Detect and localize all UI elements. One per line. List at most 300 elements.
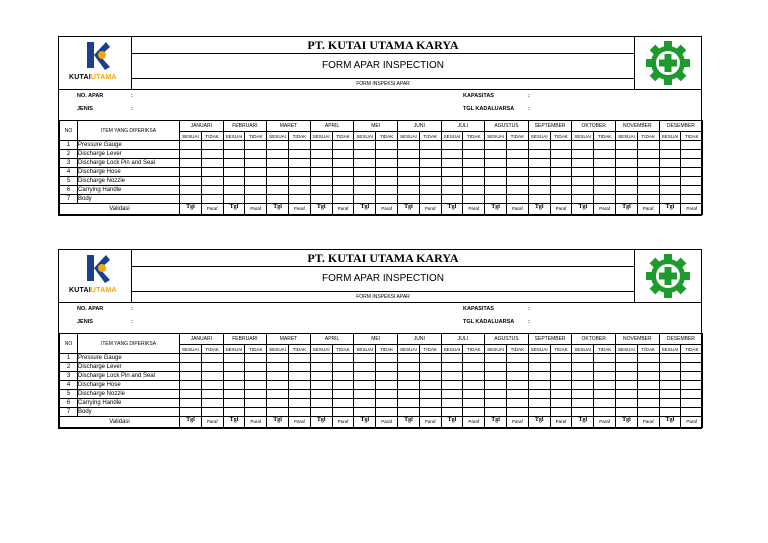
check-cell[interactable] (594, 363, 616, 372)
check-cell[interactable] (485, 168, 507, 177)
check-cell[interactable] (594, 195, 616, 204)
check-cell[interactable] (354, 390, 376, 399)
check-cell[interactable] (201, 177, 223, 186)
check-cell[interactable] (245, 354, 267, 363)
check-cell[interactable] (659, 168, 681, 177)
check-cell[interactable] (637, 408, 659, 417)
check-cell[interactable] (332, 150, 354, 159)
check-cell[interactable] (659, 141, 681, 150)
check-cell[interactable] (288, 354, 310, 363)
check-cell[interactable] (506, 354, 528, 363)
check-cell[interactable] (419, 186, 441, 195)
check-cell[interactable] (616, 159, 638, 168)
check-cell[interactable] (528, 354, 550, 363)
check-cell[interactable] (288, 150, 310, 159)
check-cell[interactable] (376, 168, 398, 177)
check-cell[interactable] (267, 354, 289, 363)
check-cell[interactable] (637, 195, 659, 204)
check-cell[interactable] (463, 381, 485, 390)
check-cell[interactable] (267, 381, 289, 390)
check-cell[interactable] (463, 408, 485, 417)
paraf-cell[interactable]: Paraf (245, 417, 267, 428)
check-cell[interactable] (572, 408, 594, 417)
check-cell[interactable] (201, 363, 223, 372)
tgl-cell[interactable]: Tgl (310, 204, 332, 215)
check-cell[interactable] (681, 168, 703, 177)
check-cell[interactable] (310, 399, 332, 408)
check-cell[interactable] (419, 390, 441, 399)
check-cell[interactable] (463, 399, 485, 408)
check-cell[interactable] (485, 372, 507, 381)
check-cell[interactable] (223, 168, 245, 177)
check-cell[interactable] (376, 354, 398, 363)
paraf-cell[interactable]: Paraf (201, 204, 223, 215)
check-cell[interactable] (223, 186, 245, 195)
check-cell[interactable] (616, 195, 638, 204)
tgl-cell[interactable]: Tgl (310, 417, 332, 428)
check-cell[interactable] (419, 150, 441, 159)
check-cell[interactable] (485, 363, 507, 372)
check-cell[interactable] (267, 408, 289, 417)
check-cell[interactable] (616, 390, 638, 399)
check-cell[interactable] (398, 168, 420, 177)
check-cell[interactable] (681, 399, 703, 408)
check-cell[interactable] (594, 408, 616, 417)
check-cell[interactable] (398, 354, 420, 363)
check-cell[interactable] (288, 381, 310, 390)
check-cell[interactable] (594, 186, 616, 195)
paraf-cell[interactable]: Paraf (681, 417, 703, 428)
check-cell[interactable] (201, 390, 223, 399)
check-cell[interactable] (594, 399, 616, 408)
check-cell[interactable] (223, 399, 245, 408)
tgl-cell[interactable]: Tgl (616, 417, 638, 428)
check-cell[interactable] (506, 195, 528, 204)
check-cell[interactable] (572, 186, 594, 195)
check-cell[interactable] (572, 141, 594, 150)
check-cell[interactable] (332, 354, 354, 363)
check-cell[interactable] (616, 363, 638, 372)
check-cell[interactable] (245, 195, 267, 204)
check-cell[interactable] (506, 168, 528, 177)
paraf-cell[interactable]: Paraf (245, 204, 267, 215)
check-cell[interactable] (594, 390, 616, 399)
check-cell[interactable] (376, 186, 398, 195)
paraf-cell[interactable]: Paraf (288, 204, 310, 215)
check-cell[interactable] (201, 354, 223, 363)
check-cell[interactable] (310, 195, 332, 204)
tgl-cell[interactable]: Tgl (398, 204, 420, 215)
check-cell[interactable] (223, 150, 245, 159)
check-cell[interactable] (463, 354, 485, 363)
check-cell[interactable] (594, 150, 616, 159)
paraf-cell[interactable]: Paraf (376, 204, 398, 215)
check-cell[interactable] (441, 150, 463, 159)
tgl-cell[interactable]: Tgl (528, 417, 550, 428)
check-cell[interactable] (506, 372, 528, 381)
check-cell[interactable] (201, 408, 223, 417)
paraf-cell[interactable]: Paraf (506, 417, 528, 428)
check-cell[interactable] (463, 372, 485, 381)
check-cell[interactable] (441, 390, 463, 399)
check-cell[interactable] (398, 381, 420, 390)
check-cell[interactable] (354, 354, 376, 363)
check-cell[interactable] (594, 159, 616, 168)
check-cell[interactable] (506, 177, 528, 186)
check-cell[interactable] (180, 399, 202, 408)
check-cell[interactable] (485, 150, 507, 159)
check-cell[interactable] (659, 159, 681, 168)
check-cell[interactable] (550, 168, 572, 177)
check-cell[interactable] (441, 168, 463, 177)
tgl-cell[interactable]: Tgl (485, 204, 507, 215)
check-cell[interactable] (354, 159, 376, 168)
check-cell[interactable] (441, 372, 463, 381)
check-cell[interactable] (310, 372, 332, 381)
check-cell[interactable] (245, 372, 267, 381)
check-cell[interactable] (637, 390, 659, 399)
check-cell[interactable] (616, 408, 638, 417)
check-cell[interactable] (398, 177, 420, 186)
check-cell[interactable] (594, 354, 616, 363)
check-cell[interactable] (180, 177, 202, 186)
check-cell[interactable] (419, 177, 441, 186)
check-cell[interactable] (441, 363, 463, 372)
check-cell[interactable] (288, 141, 310, 150)
check-cell[interactable] (201, 168, 223, 177)
check-cell[interactable] (332, 141, 354, 150)
check-cell[interactable] (572, 177, 594, 186)
check-cell[interactable] (528, 168, 550, 177)
check-cell[interactable] (681, 150, 703, 159)
check-cell[interactable] (376, 150, 398, 159)
check-cell[interactable] (550, 186, 572, 195)
check-cell[interactable] (681, 195, 703, 204)
check-cell[interactable] (398, 372, 420, 381)
check-cell[interactable] (528, 372, 550, 381)
check-cell[interactable] (550, 381, 572, 390)
check-cell[interactable] (616, 177, 638, 186)
check-cell[interactable] (354, 381, 376, 390)
check-cell[interactable] (180, 168, 202, 177)
check-cell[interactable] (441, 408, 463, 417)
paraf-cell[interactable]: Paraf (506, 204, 528, 215)
check-cell[interactable] (528, 399, 550, 408)
check-cell[interactable] (223, 195, 245, 204)
check-cell[interactable] (398, 186, 420, 195)
paraf-cell[interactable]: Paraf (463, 417, 485, 428)
check-cell[interactable] (681, 159, 703, 168)
check-cell[interactable] (332, 159, 354, 168)
check-cell[interactable] (659, 150, 681, 159)
check-cell[interactable] (223, 159, 245, 168)
check-cell[interactable] (659, 390, 681, 399)
check-cell[interactable] (419, 141, 441, 150)
check-cell[interactable] (310, 408, 332, 417)
check-cell[interactable] (180, 381, 202, 390)
check-cell[interactable] (550, 141, 572, 150)
check-cell[interactable] (637, 381, 659, 390)
check-cell[interactable] (441, 141, 463, 150)
paraf-cell[interactable]: Paraf (637, 417, 659, 428)
tgl-cell[interactable]: Tgl (485, 417, 507, 428)
check-cell[interactable] (332, 363, 354, 372)
paraf-cell[interactable]: Paraf (681, 204, 703, 215)
check-cell[interactable] (485, 381, 507, 390)
tgl-cell[interactable]: Tgl (398, 417, 420, 428)
check-cell[interactable] (398, 390, 420, 399)
check-cell[interactable] (550, 390, 572, 399)
check-cell[interactable] (637, 354, 659, 363)
check-cell[interactable] (419, 354, 441, 363)
check-cell[interactable] (310, 363, 332, 372)
check-cell[interactable] (441, 399, 463, 408)
check-cell[interactable] (463, 363, 485, 372)
check-cell[interactable] (441, 195, 463, 204)
check-cell[interactable] (267, 159, 289, 168)
check-cell[interactable] (485, 354, 507, 363)
check-cell[interactable] (528, 159, 550, 168)
check-cell[interactable] (659, 399, 681, 408)
paraf-cell[interactable]: Paraf (594, 204, 616, 215)
check-cell[interactable] (180, 363, 202, 372)
check-cell[interactable] (310, 354, 332, 363)
check-cell[interactable] (463, 177, 485, 186)
check-cell[interactable] (354, 177, 376, 186)
check-cell[interactable] (550, 399, 572, 408)
check-cell[interactable] (419, 168, 441, 177)
check-cell[interactable] (288, 363, 310, 372)
check-cell[interactable] (572, 354, 594, 363)
check-cell[interactable] (201, 186, 223, 195)
check-cell[interactable] (288, 159, 310, 168)
check-cell[interactable] (506, 408, 528, 417)
check-cell[interactable] (485, 177, 507, 186)
check-cell[interactable] (506, 150, 528, 159)
check-cell[interactable] (594, 381, 616, 390)
check-cell[interactable] (288, 177, 310, 186)
check-cell[interactable] (419, 408, 441, 417)
check-cell[interactable] (485, 408, 507, 417)
check-cell[interactable] (180, 408, 202, 417)
check-cell[interactable] (550, 177, 572, 186)
check-cell[interactable] (288, 372, 310, 381)
check-cell[interactable] (223, 141, 245, 150)
tgl-cell[interactable]: Tgl (223, 204, 245, 215)
check-cell[interactable] (572, 372, 594, 381)
check-cell[interactable] (637, 168, 659, 177)
check-cell[interactable] (463, 141, 485, 150)
check-cell[interactable] (398, 150, 420, 159)
check-cell[interactable] (398, 159, 420, 168)
tgl-cell[interactable]: Tgl (223, 417, 245, 428)
check-cell[interactable] (310, 141, 332, 150)
check-cell[interactable] (594, 168, 616, 177)
check-cell[interactable] (506, 141, 528, 150)
check-cell[interactable] (332, 390, 354, 399)
check-cell[interactable] (288, 408, 310, 417)
check-cell[interactable] (310, 150, 332, 159)
check-cell[interactable] (594, 141, 616, 150)
check-cell[interactable] (376, 399, 398, 408)
check-cell[interactable] (637, 372, 659, 381)
check-cell[interactable] (594, 372, 616, 381)
check-cell[interactable] (506, 159, 528, 168)
check-cell[interactable] (616, 141, 638, 150)
check-cell[interactable] (485, 390, 507, 399)
check-cell[interactable] (681, 141, 703, 150)
check-cell[interactable] (572, 159, 594, 168)
paraf-cell[interactable]: Paraf (288, 417, 310, 428)
check-cell[interactable] (419, 399, 441, 408)
check-cell[interactable] (659, 186, 681, 195)
check-cell[interactable] (441, 381, 463, 390)
check-cell[interactable] (245, 150, 267, 159)
tgl-cell[interactable]: Tgl (616, 204, 638, 215)
paraf-cell[interactable]: Paraf (594, 417, 616, 428)
check-cell[interactable] (637, 363, 659, 372)
check-cell[interactable] (267, 390, 289, 399)
check-cell[interactable] (528, 195, 550, 204)
check-cell[interactable] (659, 372, 681, 381)
check-cell[interactable] (354, 168, 376, 177)
check-cell[interactable] (245, 186, 267, 195)
check-cell[interactable] (245, 381, 267, 390)
check-cell[interactable] (528, 186, 550, 195)
check-cell[interactable] (550, 150, 572, 159)
check-cell[interactable] (267, 363, 289, 372)
check-cell[interactable] (310, 159, 332, 168)
check-cell[interactable] (506, 381, 528, 390)
tgl-cell[interactable]: Tgl (441, 417, 463, 428)
check-cell[interactable] (485, 186, 507, 195)
check-cell[interactable] (419, 195, 441, 204)
check-cell[interactable] (550, 408, 572, 417)
check-cell[interactable] (681, 363, 703, 372)
check-cell[interactable] (441, 177, 463, 186)
check-cell[interactable] (528, 150, 550, 159)
tgl-cell[interactable]: Tgl (180, 204, 202, 215)
check-cell[interactable] (376, 381, 398, 390)
check-cell[interactable] (572, 381, 594, 390)
check-cell[interactable] (376, 159, 398, 168)
check-cell[interactable] (245, 390, 267, 399)
paraf-cell[interactable]: Paraf (463, 204, 485, 215)
check-cell[interactable] (310, 177, 332, 186)
check-cell[interactable] (616, 186, 638, 195)
check-cell[interactable] (223, 408, 245, 417)
check-cell[interactable] (463, 390, 485, 399)
check-cell[interactable] (354, 363, 376, 372)
check-cell[interactable] (267, 168, 289, 177)
tgl-cell[interactable]: Tgl (267, 204, 289, 215)
paraf-cell[interactable]: Paraf (637, 204, 659, 215)
check-cell[interactable] (245, 177, 267, 186)
check-cell[interactable] (398, 363, 420, 372)
tgl-cell[interactable]: Tgl (659, 204, 681, 215)
check-cell[interactable] (267, 399, 289, 408)
check-cell[interactable] (180, 390, 202, 399)
paraf-cell[interactable]: Paraf (550, 417, 572, 428)
tgl-cell[interactable]: Tgl (180, 417, 202, 428)
check-cell[interactable] (463, 195, 485, 204)
check-cell[interactable] (659, 195, 681, 204)
check-cell[interactable] (681, 354, 703, 363)
check-cell[interactable] (681, 372, 703, 381)
check-cell[interactable] (419, 372, 441, 381)
check-cell[interactable] (180, 186, 202, 195)
tgl-cell[interactable]: Tgl (528, 204, 550, 215)
check-cell[interactable] (681, 381, 703, 390)
check-cell[interactable] (463, 150, 485, 159)
check-cell[interactable] (245, 408, 267, 417)
check-cell[interactable] (550, 159, 572, 168)
check-cell[interactable] (245, 363, 267, 372)
check-cell[interactable] (659, 381, 681, 390)
check-cell[interactable] (376, 372, 398, 381)
paraf-cell[interactable]: Paraf (332, 417, 354, 428)
check-cell[interactable] (376, 195, 398, 204)
check-cell[interactable] (310, 381, 332, 390)
paraf-cell[interactable]: Paraf (332, 204, 354, 215)
check-cell[interactable] (354, 408, 376, 417)
check-cell[interactable] (659, 354, 681, 363)
check-cell[interactable] (201, 399, 223, 408)
check-cell[interactable] (180, 372, 202, 381)
check-cell[interactable] (288, 399, 310, 408)
check-cell[interactable] (245, 141, 267, 150)
check-cell[interactable] (201, 150, 223, 159)
check-cell[interactable] (419, 159, 441, 168)
check-cell[interactable] (637, 159, 659, 168)
check-cell[interactable] (180, 159, 202, 168)
check-cell[interactable] (572, 363, 594, 372)
check-cell[interactable] (485, 141, 507, 150)
check-cell[interactable] (485, 159, 507, 168)
check-cell[interactable] (376, 363, 398, 372)
check-cell[interactable] (659, 177, 681, 186)
tgl-cell[interactable]: Tgl (572, 204, 594, 215)
tgl-cell[interactable]: Tgl (572, 417, 594, 428)
check-cell[interactable] (354, 195, 376, 204)
check-cell[interactable] (506, 399, 528, 408)
check-cell[interactable] (201, 372, 223, 381)
check-cell[interactable] (528, 177, 550, 186)
check-cell[interactable] (267, 372, 289, 381)
check-cell[interactable] (267, 177, 289, 186)
check-cell[interactable] (550, 354, 572, 363)
check-cell[interactable] (288, 168, 310, 177)
check-cell[interactable] (267, 186, 289, 195)
check-cell[interactable] (288, 195, 310, 204)
check-cell[interactable] (180, 354, 202, 363)
check-cell[interactable] (376, 141, 398, 150)
check-cell[interactable] (201, 141, 223, 150)
check-cell[interactable] (681, 390, 703, 399)
check-cell[interactable] (354, 186, 376, 195)
check-cell[interactable] (332, 186, 354, 195)
check-cell[interactable] (310, 168, 332, 177)
check-cell[interactable] (485, 195, 507, 204)
check-cell[interactable] (441, 354, 463, 363)
check-cell[interactable] (376, 408, 398, 417)
check-cell[interactable] (332, 372, 354, 381)
check-cell[interactable] (267, 141, 289, 150)
check-cell[interactable] (637, 186, 659, 195)
paraf-cell[interactable]: Paraf (419, 417, 441, 428)
check-cell[interactable] (354, 150, 376, 159)
check-cell[interactable] (572, 399, 594, 408)
